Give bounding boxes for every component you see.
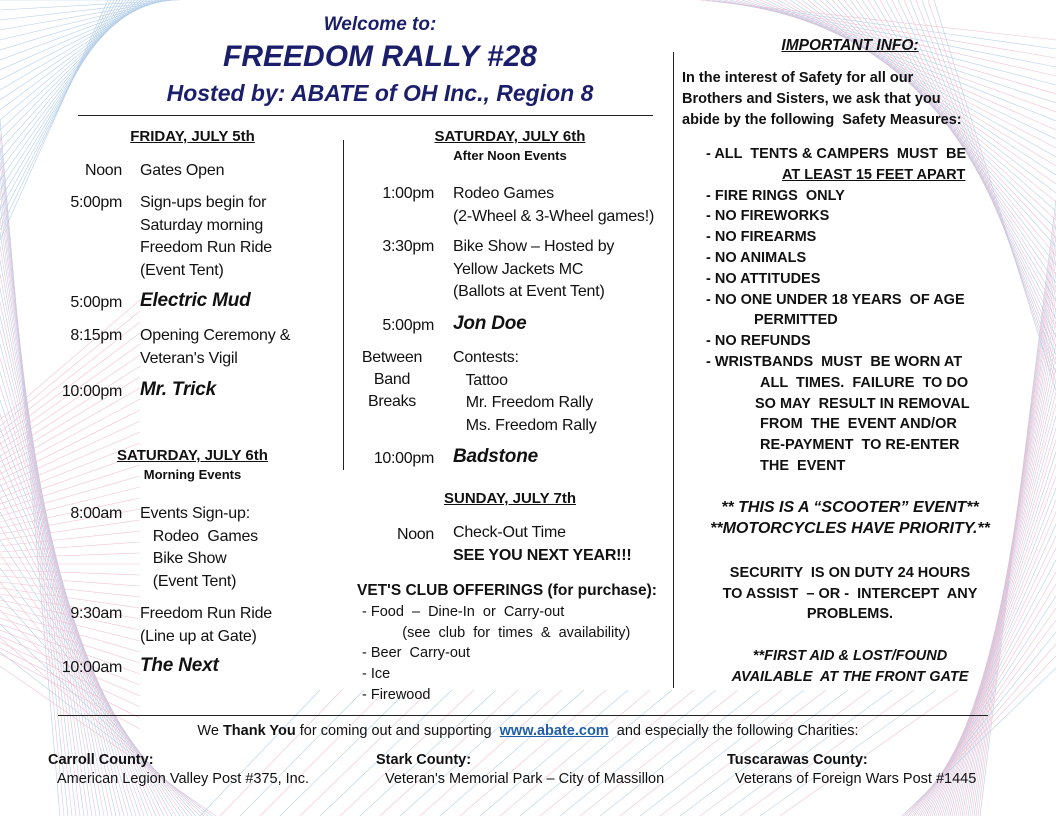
intro-line: In the interest of Safety for all our	[682, 70, 914, 86]
column-divider-right	[673, 52, 674, 688]
band-name: Electric Mud	[140, 290, 251, 311]
thanks-bold: Thank You	[222, 723, 296, 739]
vets-club-item: (see club for times & availability)	[362, 625, 631, 641]
event-time: 5:00pm	[70, 194, 122, 211]
scooter-notice: ** THIS IS A “SCOOTER” EVENT**	[721, 499, 979, 516]
event-time: 9:30am	[70, 605, 122, 622]
safety-rule: - NO FIREARMS	[706, 229, 817, 246]
footer-divider	[58, 715, 988, 716]
safety-rule: RE-PAYMENT TO RE-ENTER	[760, 437, 960, 454]
safety-rule: - NO REFUNDS	[706, 333, 811, 350]
sunday-heading: SUNDAY, JULY 7th	[444, 490, 576, 507]
thanks-line	[0, 723, 1056, 739]
security-line: SECURITY IS ON DUTY 24 HOURS	[729, 565, 971, 581]
header-divider	[78, 115, 653, 116]
thanks-post: and especially the following Charities:	[616, 723, 859, 739]
welcome-text: Welcome to:	[323, 14, 437, 35]
event-time: Between Band Breaks	[361, 349, 423, 410]
event-desc: Rodeo Games (2-Wheel & 3-Wheel games!)	[453, 185, 655, 225]
event-time: 10:00am	[61, 659, 122, 676]
event-time: 8:00am	[70, 505, 122, 522]
important-heading-text: IMPORTANT INFO:	[781, 37, 919, 54]
abate-link[interactable]: www.abate.com	[499, 723, 609, 739]
charity-stark-county: Stark County:	[376, 752, 472, 768]
sat-morning-heading	[60, 447, 325, 464]
first-aid-line: **FIRST AID & LOST/FOUND	[752, 648, 948, 664]
event-time: Noon	[84, 162, 122, 179]
charity-tuscarawas-name: Veterans of Foreign Wars Post #1445	[735, 771, 977, 787]
event-time: 1:00pm	[382, 185, 434, 202]
safety-rule: - NO ONE UNDER 18 YEARS OF AGE	[706, 291, 965, 308]
event-desc: Opening Ceremony & Veteran's Vigil	[140, 327, 291, 367]
charity-carroll-county: Carroll County:	[48, 752, 154, 768]
safety-rule: - ALL TENTS & CAMPERS MUST BE	[706, 146, 967, 162]
important-heading	[680, 37, 1020, 55]
page-title: FREEDOM RALLY #28	[223, 40, 537, 73]
intro-line: Brothers and Sisters, we ask that you	[682, 91, 941, 107]
charity-stark-name: Veteran's Memorial Park – City of Massillon	[385, 771, 665, 787]
first-aid-line: AVAILABLE AT THE FRONT GATE	[731, 669, 969, 685]
safety-rule: - FIRE RINGS ONLY	[706, 187, 845, 204]
safety-rule: SO MAY RESULT IN REMOVAL	[755, 395, 970, 412]
sat-morning-heading-text: SATURDAY, JULY 6th	[117, 447, 268, 464]
event-desc: Freedom Run Ride (Line up at Gate)	[140, 605, 272, 645]
event-time: 10:00pm	[373, 450, 434, 467]
sunday-checkout: Check-Out Time	[453, 524, 566, 541]
security-line: PROBLEMS.	[806, 606, 894, 622]
charity-carroll-name: American Legion Valley Post #375, Inc.	[57, 771, 310, 787]
column-divider-left	[343, 140, 344, 470]
thanks-mid: for coming out and supporting	[299, 723, 492, 739]
hosted-by: Hosted by: ABATE of OH Inc., Region 8	[166, 80, 594, 106]
charity-tuscarawas-county: Tuscarawas County:	[727, 752, 868, 768]
sunday-time: Noon	[396, 526, 434, 543]
safety-rule: - NO FIREWORKS	[706, 208, 830, 225]
safety-rule: THE EVENT	[760, 458, 846, 474]
vets-club-item: - Beer Carry-out	[362, 645, 470, 661]
safety-rule: ALL TIMES. FAILURE TO DO	[760, 374, 969, 391]
vets-club-item: - Ice	[362, 666, 391, 682]
sat-morning-subheading: Morning Events	[143, 467, 242, 482]
event-time: 10:00pm	[61, 383, 122, 400]
security-line: TO ASSIST – OR - INTERCEPT ANY	[722, 585, 978, 602]
event-desc: Gates Open	[140, 162, 225, 179]
safety-rule: - WRISTBANDS MUST BE WORN AT	[706, 354, 963, 370]
event-time: 5:00pm	[382, 317, 434, 334]
band-name: Badstone	[453, 446, 538, 467]
safety-rule: PERMITTED	[754, 312, 838, 329]
thanks-pre: We	[197, 723, 219, 739]
event-desc: Contests: Tattoo Mr. Freedom Rally Ms. Freedom Rally	[453, 349, 597, 434]
sat-afternoon-subheading: After Noon Events	[453, 148, 567, 163]
safety-rule: - NO ATTITUDES	[706, 270, 821, 287]
safety-rule: AT LEAST 15 FEET APART	[782, 166, 966, 183]
event-time: 3:30pm	[382, 238, 434, 255]
band-name: Jon Doe	[453, 313, 527, 334]
safety-rule: - NO ANIMALS	[706, 250, 807, 266]
safety-rule: FROM THE EVENT AND/OR	[760, 416, 957, 433]
event-time: 8:15pm	[70, 327, 122, 344]
event-desc: Events Sign-up: Rodeo Games Bike Show (Event Tent)	[140, 505, 258, 590]
vets-club-item: - Food – Dine-In or Carry-out	[362, 604, 565, 620]
friday-heading: FRIDAY, JULY 5th	[130, 128, 255, 145]
vets-club-item: - Firewood	[362, 687, 431, 703]
band-name: The Next	[140, 655, 219, 676]
sunday-see-you: SEE YOU NEXT YEAR!!!	[453, 547, 632, 564]
event-desc: Sign-ups begin for Saturday morning Freedom Run Ride (Event Tent)	[140, 194, 272, 279]
band-name: Mr. Trick	[140, 379, 216, 400]
vets-club-heading: VET'S CLUB OFFERINGS (for purchase):	[357, 582, 657, 599]
sat-afternoon-heading: SATURDAY, JULY 6th	[434, 128, 586, 145]
event-desc: Bike Show – Hosted by Yellow Jackets MC (Ballots at Event Tent)	[453, 238, 615, 300]
motorcycle-priority: **MOTORCYCLES HAVE PRIORITY.**	[710, 520, 990, 537]
event-time: 5:00pm	[70, 294, 122, 311]
intro-line: abide by the following Safety Measures:	[682, 112, 962, 128]
